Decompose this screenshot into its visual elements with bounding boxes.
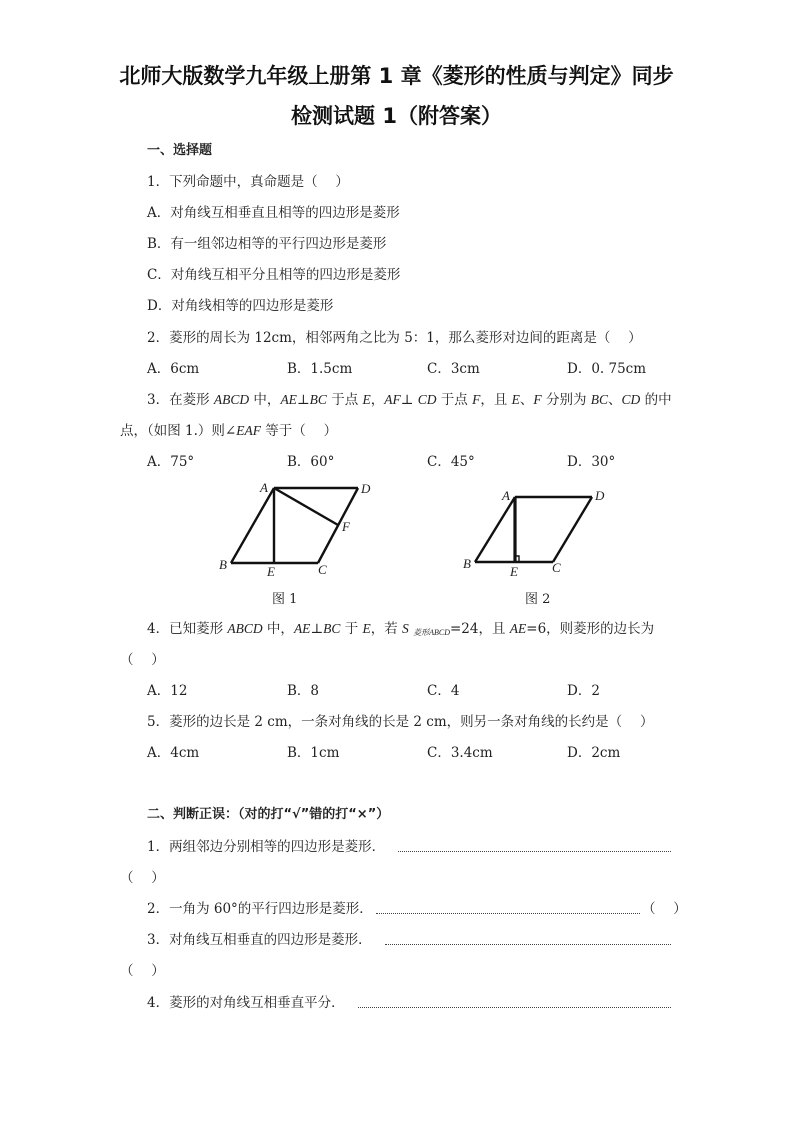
label-b: B	[219, 557, 227, 572]
question-1-option-a: A．对角线互相垂直且相等的四边形是菱形	[147, 205, 400, 221]
dotted-leader	[358, 1005, 671, 1008]
stem-text: ，且	[480, 392, 512, 408]
question-2-stem: 2．菱形的周长为 12cm，相邻两角之比为 5：1，那么菱形对边间的距离是（ ）	[147, 330, 642, 346]
dotted-leader	[385, 942, 671, 945]
figure-1-caption: 图 1	[272, 592, 298, 607]
stem-text: ⊥	[400, 392, 418, 408]
dotted-leader	[398, 849, 671, 852]
stem-text: 的中	[640, 392, 672, 408]
judgement-3-text: 3．对角线互相垂直的四边形是菱形．	[147, 932, 372, 948]
stem-math: CD	[621, 392, 641, 407]
figure-2-caption: 图 2	[525, 592, 551, 607]
question-1-option-d: D．对角线相等的四边形是菱形	[147, 298, 334, 314]
question-1-stem: 1．下列命题中，真命题是（ ）	[147, 174, 349, 190]
question-4-stem-line-2: （ ）	[120, 652, 165, 668]
stem-math: E	[511, 392, 520, 407]
stem-math: F	[472, 392, 481, 407]
stem-math: E	[362, 621, 371, 636]
stem-text: 4．已知菱形	[147, 621, 228, 637]
question-3-option-d: D．30°	[567, 454, 616, 470]
stem-text: 中，	[249, 392, 281, 408]
stem-math: E	[362, 392, 371, 407]
segment-cd	[318, 488, 358, 563]
segment-ab-2	[475, 497, 515, 562]
judgement-2-text: 2．一角为 60°的平行四边形是菱形．	[147, 901, 373, 917]
stem-math: EAF	[236, 423, 261, 438]
stem-math: AE	[280, 392, 297, 407]
stem-text: 3．在菱形	[147, 392, 214, 408]
question-5-option-d: D．2cm	[567, 745, 621, 761]
stem-text: 中，	[262, 621, 294, 637]
stem-text: 、	[519, 392, 534, 408]
label-a-2: A	[502, 488, 510, 503]
stem-math: BC	[309, 392, 327, 407]
stem-text: 于点	[326, 392, 363, 408]
stem-text: =24，且	[449, 621, 510, 637]
question-1-option-c: C．对角线互相平分且相等的四边形是菱形	[147, 267, 401, 283]
question-4-option-a: A．12	[147, 683, 188, 699]
stem-text: 点，（如图 1.）则∠	[120, 423, 237, 439]
question-5-option-b: B．1cm	[287, 745, 340, 761]
stem-text: ，若	[370, 621, 403, 637]
stem-math: S	[402, 621, 409, 636]
stem-math: AE	[293, 621, 311, 636]
label-c: C	[318, 562, 327, 577]
question-4-stem	[147, 620, 654, 642]
question-2-option-c: C．3cm	[427, 361, 480, 377]
question-4-option-d: D．2	[567, 683, 600, 699]
label-d-2: D	[595, 488, 605, 503]
segment-af	[274, 488, 338, 525]
question-4-option-c: C．4	[427, 683, 460, 699]
label-a: A	[260, 480, 268, 495]
stem-math: F	[533, 392, 542, 407]
label-f: F	[342, 519, 350, 534]
question-4-option-b: B．8	[287, 683, 320, 699]
judgement-4-text: 4．菱形的对角线互相垂直平分．	[147, 995, 345, 1011]
dotted-leader	[376, 911, 640, 914]
stem-math: BC	[323, 621, 341, 636]
stem-math: AF	[384, 392, 401, 407]
label-e: E	[267, 564, 275, 579]
question-3-option-c: C．45°	[427, 454, 475, 470]
stem-text: =6，则菱形的边长为	[526, 621, 655, 637]
label-e-2: E	[510, 564, 518, 579]
question-2-option-a: A．6cm	[147, 361, 200, 377]
label-c-2: C	[552, 560, 561, 575]
document-title-line-2: 检测试题 1（附答案）	[291, 104, 502, 128]
stem-math: CD	[417, 392, 437, 407]
question-5-option-a: A．4cm	[147, 745, 200, 761]
segment-ab	[231, 488, 274, 563]
stem-text: 分别为	[541, 392, 591, 408]
question-2-option-b: B．1.5cm	[287, 361, 353, 377]
stem-math: BC	[590, 392, 609, 407]
stem-math: AE	[509, 621, 527, 636]
question-3-option-b: B．60°	[287, 454, 335, 470]
section-1-heading: 一、选择题	[147, 143, 213, 158]
question-2-option-d: D．0. 75cm	[567, 361, 647, 377]
section-2-heading: 二、判断正误：（对的打“√”错的打“×”）	[147, 807, 390, 822]
stem-text: ⊥	[296, 392, 310, 408]
question-1-option-b: B．有一组邻边相等的平行四边形是菱形	[147, 236, 387, 252]
stem-text: ，	[370, 392, 385, 408]
judgement-1-blank[interactable]: （ ）	[120, 870, 165, 886]
label-d: D	[361, 481, 371, 496]
stem-text: 等于（ ）	[260, 423, 338, 439]
stem-text: 于点	[436, 392, 473, 408]
stem-text: 于	[340, 621, 363, 637]
label-b-2: B	[463, 556, 471, 571]
document-title-line-1: 北师大版数学九年级上册第 1 章《菱形的性质与判定》同步	[119, 64, 674, 88]
stem-text: 、	[608, 392, 622, 408]
question-5-stem: 5．菱形的边长是 2 cm，一条对角线的长是 2 cm，则另一条对角线的长约是（ ）	[147, 714, 654, 730]
area-subscript: 菱形ABCD	[413, 628, 450, 637]
segment-cd-2	[553, 497, 592, 562]
question-5-option-c: C．3.4cm	[427, 745, 493, 761]
stem-text: ⊥	[310, 621, 324, 637]
judgement-3-blank[interactable]: （ ）	[120, 963, 165, 979]
stem-math: ABCD	[213, 392, 250, 407]
question-3-option-a: A．75°	[147, 454, 195, 470]
judgement-2-blank[interactable]: （ ）	[642, 901, 687, 917]
stem-math: ABCD	[227, 621, 263, 636]
judgement-1-text: 1．两组邻边分别相等的四边形是菱形．	[147, 839, 386, 855]
